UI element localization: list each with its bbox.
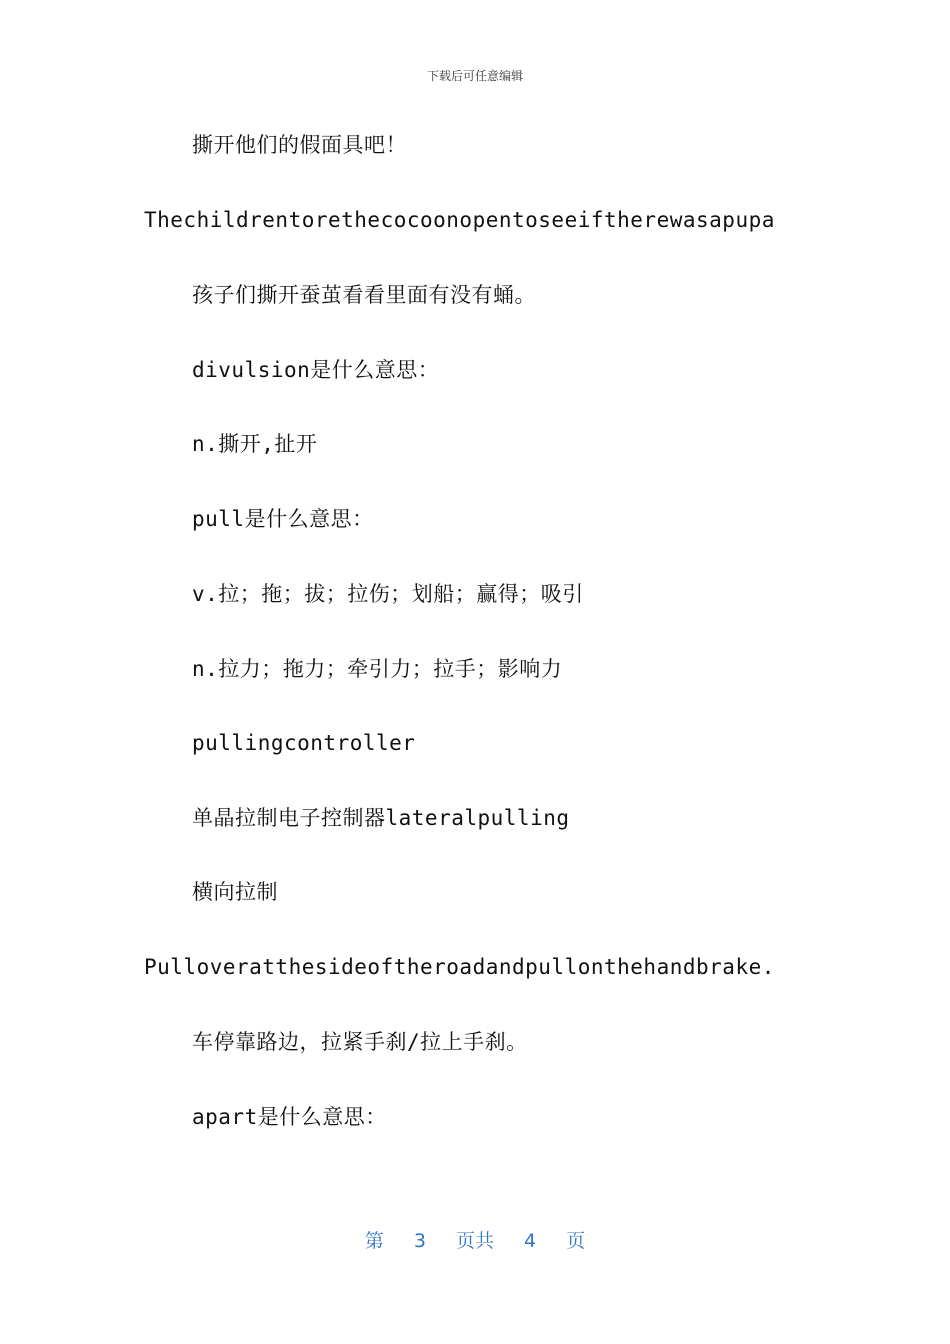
footer-suffix: 页 [566,1230,586,1252]
footer-total-pages: 4 [524,1230,537,1252]
text-line: divulsion是什么意思： [192,358,440,382]
footer-page-number: 3 [413,1230,426,1252]
footer-prefix: 第 [364,1230,384,1252]
page-header: 下载后可任意编辑 [426,69,523,83]
text-line: n.撕开,扯开 [192,432,318,456]
text-line: 孩子们撕开蚕茧看看里面有没有蛹。 [192,283,536,307]
text-line: 单晶拉制电子控制器lateralpulling [192,806,570,830]
text-line: apart是什么意思： [192,1105,387,1129]
footer-middle: 页共 [455,1230,494,1252]
text-line: pullingcontroller [192,731,416,755]
page-footer [0,1226,950,1253]
text-line: 撕开他们的假面具吧！ [192,133,407,157]
text-line: Pulloveratthesideoftheroadandpullonthehandbrake. [144,955,775,979]
text-line: Thechildrentorethecocoonopentoseeiftherewasapupa [144,208,775,232]
text-line: 横向拉制 [192,880,278,904]
text-line: v.拉；拖；拔；拉伤；划船；赢得；吸引 [192,582,584,606]
text-line: 车停靠路边，拉紧手刹/拉上手刹。 [192,1030,528,1054]
text-line: pull是什么意思： [192,507,374,531]
text-line: n.拉力；拖力；牵引力；拉手；影响力 [192,657,563,681]
